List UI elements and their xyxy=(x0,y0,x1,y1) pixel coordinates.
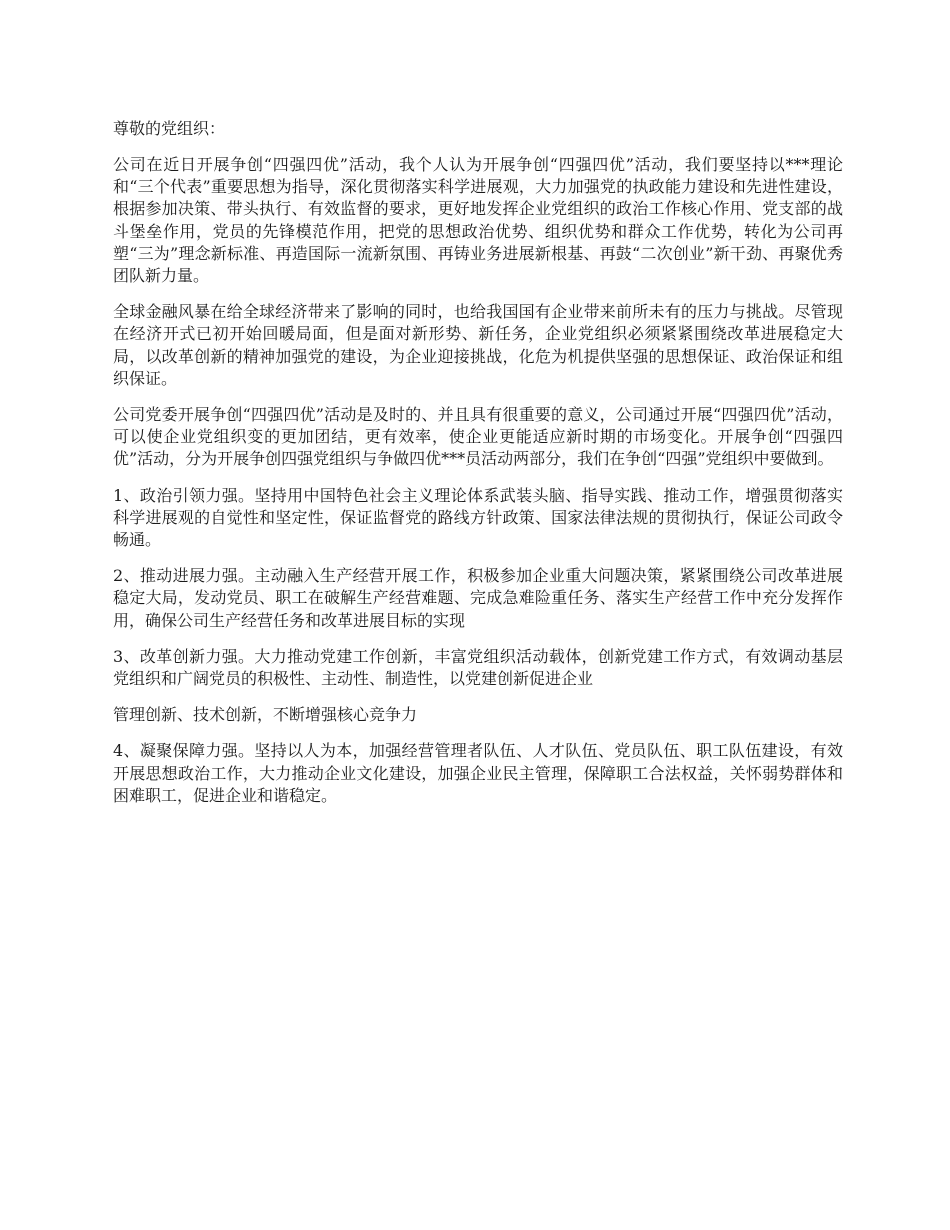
paragraph-point-political-leadership: 1、政治引领力强。坚持用中国特色社会主义理论体系武装头脑、指导实践、推动工作，增强贯彻落实科学进展观的自觉性和坚定性，保证监督党的路线方针政策、国家法律法规的贯彻执行，保证公司政令畅通。 xyxy=(113,485,843,550)
paragraph-point-cohesion: 4、凝聚保障力强。坚持以人为本，加强经营管理者队伍、人才队伍、党员队伍、职工队伍建设，有效开展思想政治工作，大力推动企业文化建设，加强企业民主管理，保障职工合法权益，关怀弱势群体和困难职工，促进企业和谐稳定。 xyxy=(113,741,843,805)
salutation: 尊敬的党组织： xyxy=(113,119,226,138)
paragraph-campaign-intro: 公司在近日开展争创“四强四优”活动，我个人认为开展争创“四强四优”活动，我们要坚持以***理论和“三个代表”重要思想为指导，深化贯彻落实科学进展观，大力加强党的执政能力建设和先进性建设，根据参加决策、带头执行、有效监督的要求，更好地发挥企业党组织的政治工作核心作用、党支部的战斗堡垒作用，党员的先锋模范作用，把党的思想政治优势、组织优势和群众工作优势，转化为公司再塑“三为”理念新标准、再造国际一流新氛围、再铸业务进展新根基、再鼓“二次创业”新干劲、再聚优秀团队新力量。 xyxy=(113,155,843,286)
paragraph-point-development: 2、推动进展力强。主动融入生产经营开展工作，积极参加企业重大问题决策，紧紧围绕公司改革进展稳定大局，发动党员、职工在破解生产经营难题、完成急难险重任务、落实生产经营工作中充分发挥作用，确保公司生产经营任务和改革进展目标的实现 xyxy=(113,566,843,630)
paragraph-campaign-significance: 公司党委开展争创“四强四优”活动是及时的、并且具有很重要的意义，公司通过开展“四强四优”活动，可以使企业党组织变的更加团结，更有效率，使企业更能适应新时期的市场变化。开展争创“四强四优”活动，分为开展争创四强党组织与争做四优***员活动两部分，我们在争创“四强”党组织中要做到。 xyxy=(113,405,843,469)
paragraph-point-innovation: 3、改革创新力强。大力推动党建工作创新，丰富党组织活动载体，创新党建工作方式，有效调动基层党组织和广阔党员的积极性、主动性、制造性，以党建创新促进企业 xyxy=(113,646,843,689)
paragraph-financial-crisis: 全球金融风暴在给全球经济带来了影响的同时，也给我国国有企业带来前所未有的压力与挑战。尽管现在经济开式已初开始回暖局面，但是面对新形势、新任务，企业党组织必须紧紧围绕改革进展稳定大局，以改革创新的精神加强党的建设，为企业迎接挑战，化危为机提供坚强的思想保证、政治保证和组织保证。 xyxy=(113,302,843,388)
document-page xyxy=(113,118,843,821)
paragraph-innovation-continued: 管理创新、技术创新，不断增强核心竞争力 xyxy=(113,705,418,725)
